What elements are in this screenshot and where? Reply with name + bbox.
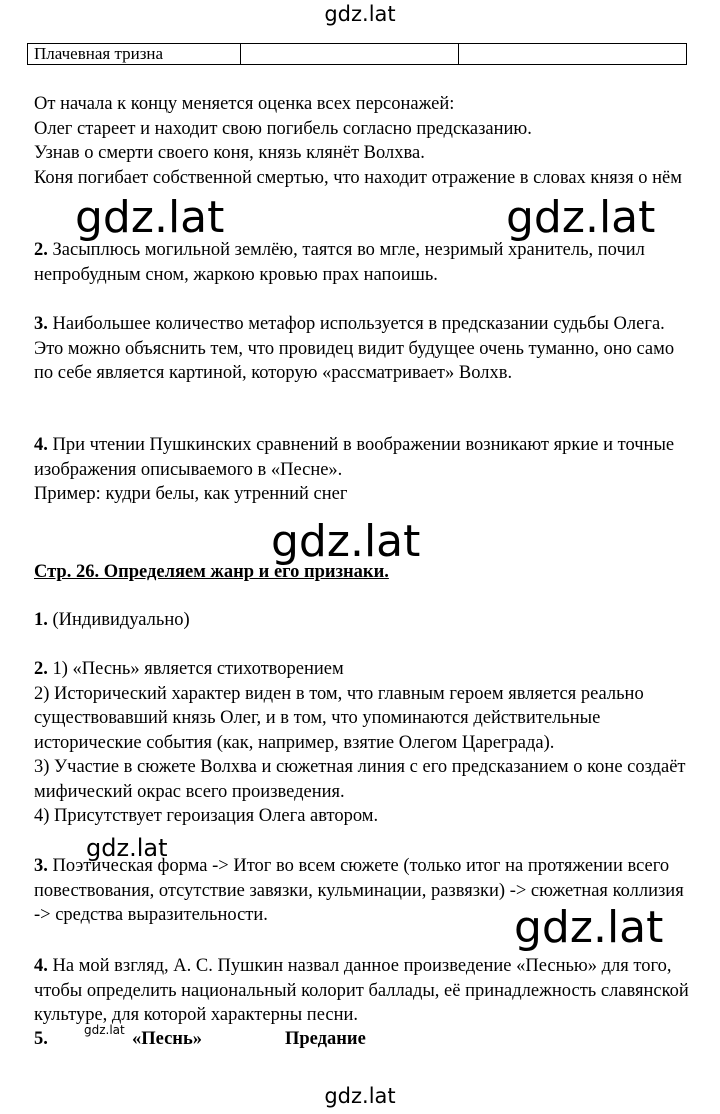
answer-example: Пример: кудри белы, как утренний снег (34, 484, 348, 504)
answer-item: 1) «Песнь» является стихотворением (52, 659, 344, 679)
answer-number: 2. (34, 240, 48, 260)
watermark-large-bottom: gdz.lat (514, 902, 664, 953)
answer-number: 4. (34, 956, 48, 976)
answer-text: На мой взгляд, А. С. Пушкин назвал данное произведение «Песнью» для того, чтобы определить национальный колорит баллады, её принадлежность славянской культуре, для которой характерны песни. (34, 956, 689, 1025)
intro-line: От начала к концу меняется оценка всех персонажей: (34, 94, 455, 114)
intro-paragraph (34, 92, 694, 190)
answer-number: 3. (34, 856, 48, 876)
intro-line: Узнав о смерти своего коня, князь клянёт Волхва. (34, 143, 425, 163)
answer-2 (34, 238, 694, 287)
answer-text: Наибольшее количество метафор используется в предсказании судьбы Олега. Это можно объяснить тем, что провидец видит будущее очень туманно, оно само по себе является картиной, которую «рассматривает» Волхв. (34, 314, 675, 383)
table-cell (241, 44, 459, 65)
answer-text: Засыплюсь могильной землёю, таятся во мгле, незримый хранитель, почил непробудным сном, жаркою кровью прах напоишь. (34, 240, 645, 285)
comparison-table (27, 43, 687, 65)
section-answer-3 (34, 854, 694, 928)
section-answer-2 (34, 657, 694, 829)
intro-line: Олег стареет и находит свою погибель согласно предсказанию. (34, 118, 532, 139)
answer-text: Поэтическая форма -> Итог во всем сюжете (только итог на протяжении всего повествования, отсутствие завязки, кульминации, развязки) -> сюжетная коллизия -> средства выразительности. (34, 856, 684, 925)
answer-item: 2) Исторический характер виден в том, что главным героем является реально существовавший князь Олег, и в том, что упоминаются действительные исторические события (как, например, взятие Олегом Цареграда). (34, 683, 644, 753)
answer-number: 4. (34, 435, 48, 455)
table-cell (459, 44, 687, 65)
answer-item: 4) Присутствует героизация Олега автором. (34, 806, 379, 826)
answer-text: (Индивидуально) (52, 610, 190, 630)
watermark-large-center: gdz.lat (271, 516, 421, 567)
table-row (28, 44, 687, 65)
answer-number: 1. (34, 610, 48, 630)
answer-number: 2. (34, 659, 48, 679)
section-answer-4 (34, 954, 694, 1028)
watermark-large-right: gdz.lat (506, 192, 656, 243)
column-header-predanie: Предание (285, 1029, 366, 1049)
section-heading: Стр. 26. Определяем жанр и его признаки. (34, 562, 389, 582)
answer-3 (34, 312, 694, 386)
watermark-small: gdz.lat (84, 1023, 125, 1037)
answer-5-number: 5. (34, 1029, 48, 1049)
watermark-top: gdz.lat (324, 2, 396, 26)
answer-number: 3. (34, 314, 48, 334)
answer-item: 3) Участие в сюжете Волхва и сюжетная линия с его предсказанием о коне создаёт мифический окрас всего произведения. (34, 757, 686, 802)
watermark-large-left: gdz.lat (75, 192, 225, 243)
watermark-bottom: gdz.lat (324, 1084, 396, 1108)
watermark-medium: gdz.lat (86, 834, 168, 862)
column-header-pesn: «Песнь» (132, 1029, 202, 1049)
section-answer-1 (34, 608, 694, 633)
answer-text: При чтении Пушкинских сравнений в воображении возникают яркие и точные изображения описываемого в «Песне». (34, 435, 675, 480)
answer-4 (34, 433, 694, 507)
table-cell-label: Плачевная тризна (28, 44, 241, 65)
intro-line: Коня погибает собственной смертью, что находит отражение в словах князя о нём (34, 167, 682, 188)
